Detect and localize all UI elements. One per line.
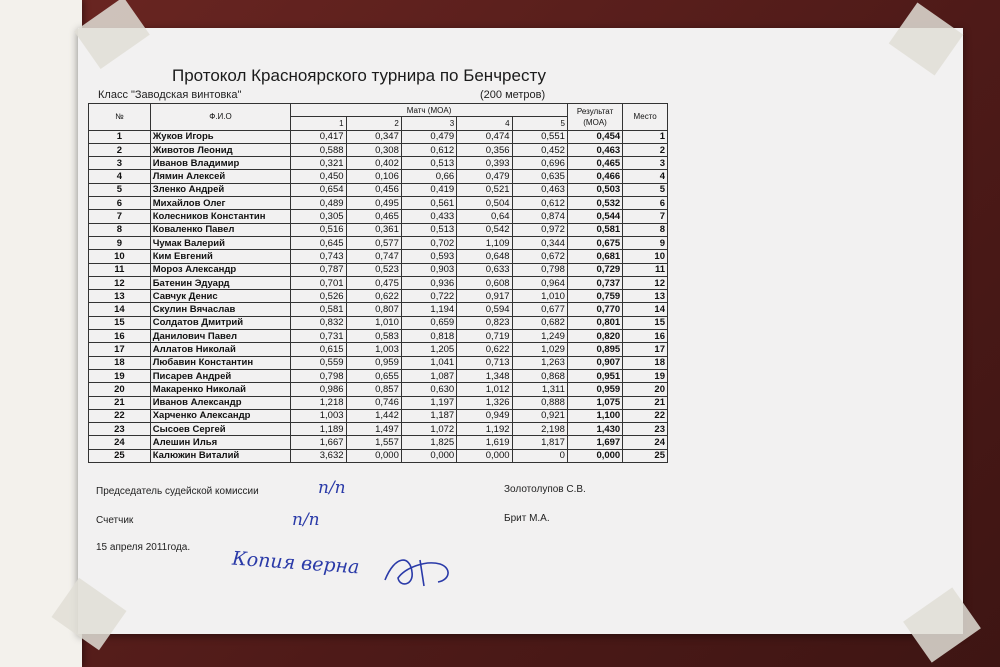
table-row	[89, 303, 668, 316]
match-1-value: 0,731	[291, 330, 346, 343]
shooter-name: Алешин Илья	[150, 436, 290, 449]
place-value: 20	[623, 383, 668, 396]
match-4-value: 0,949	[457, 409, 512, 422]
match-5-value: 0,964	[512, 276, 567, 289]
row-number: 12	[89, 276, 151, 289]
result-value: 0,951	[567, 369, 622, 382]
match-1-value: 0,588	[291, 143, 346, 156]
table-row	[89, 143, 668, 156]
row-number: 9	[89, 236, 151, 249]
match-1-value: 1,189	[291, 423, 346, 436]
match-2-value: 0,655	[346, 369, 401, 382]
match-2-value: 0,402	[346, 157, 401, 170]
table-row	[89, 423, 668, 436]
match-3-value: 1,825	[401, 436, 456, 449]
match-4-value: 0,917	[457, 290, 512, 303]
match-3-value: 1,041	[401, 356, 456, 369]
match-2-value: 0,959	[346, 356, 401, 369]
table-row	[89, 157, 668, 170]
match-3-value: 0,903	[401, 263, 456, 276]
shooter-name: Данилович Павел	[150, 330, 290, 343]
result-value: 0,801	[567, 316, 622, 329]
table-row	[89, 263, 668, 276]
match-1-value: 0,321	[291, 157, 346, 170]
counter-label: Счетчик	[96, 515, 134, 526]
chairman-label: Председатель судейской комиссии	[96, 486, 259, 497]
match-5-value: 0,868	[512, 369, 567, 382]
match-2-value: 1,497	[346, 423, 401, 436]
match-3-value: 1,072	[401, 423, 456, 436]
match-2-value: 0,746	[346, 396, 401, 409]
header-match: Матч (MOA)	[291, 104, 568, 117]
shooter-name: Скулин Вячаслав	[150, 303, 290, 316]
table-row	[89, 276, 668, 289]
match-4-value: 0,633	[457, 263, 512, 276]
table-row	[89, 170, 668, 183]
header-name: Ф.И.О	[150, 104, 290, 131]
match-3-value: 0,66	[401, 170, 456, 183]
match-5-value: 2,198	[512, 423, 567, 436]
place-value: 13	[623, 290, 668, 303]
match-4-value: 0,608	[457, 276, 512, 289]
class-label: Класс "Заводская винтовка"	[98, 89, 242, 101]
match-1-value: 0,559	[291, 356, 346, 369]
table-row	[89, 210, 668, 223]
table-row	[89, 356, 668, 369]
match-2-value: 0,347	[346, 130, 401, 143]
place-value: 8	[623, 223, 668, 236]
place-value: 10	[623, 250, 668, 263]
row-number: 7	[89, 210, 151, 223]
table-row	[89, 436, 668, 449]
match-2-value: 0,523	[346, 263, 401, 276]
shooter-name: Калюжин Виталий	[150, 449, 290, 462]
shooter-name: Чумак Валерий	[150, 236, 290, 249]
place-value: 19	[623, 369, 668, 382]
shooter-name: Писарев Андрей	[150, 369, 290, 382]
place-value: 7	[623, 210, 668, 223]
match-4-value: 1,012	[457, 383, 512, 396]
table-row	[89, 409, 668, 422]
match-2-value: 0,622	[346, 290, 401, 303]
row-number: 25	[89, 449, 151, 462]
match-1-value: 0,798	[291, 369, 346, 382]
table-row	[89, 396, 668, 409]
shooter-name: Любавин Константин	[150, 356, 290, 369]
header-match-2: 2	[346, 117, 401, 130]
match-3-value: 0,513	[401, 223, 456, 236]
match-3-value: 1,087	[401, 369, 456, 382]
place-value: 25	[623, 449, 668, 462]
match-2-value: 0,000	[346, 449, 401, 462]
table-row	[89, 343, 668, 356]
match-3-value: 0,419	[401, 183, 456, 196]
result-value: 0,675	[567, 236, 622, 249]
place-value: 16	[623, 330, 668, 343]
table-row	[89, 330, 668, 343]
match-5-value: 0	[512, 449, 567, 462]
header-match-1: 1	[291, 117, 346, 130]
document-date: 15 апреля 2011года.	[96, 542, 191, 553]
shooter-name: Зленко Андрей	[150, 183, 290, 196]
row-number: 13	[89, 290, 151, 303]
row-number: 10	[89, 250, 151, 263]
result-value: 0,000	[567, 449, 622, 462]
result-value: 0,737	[567, 276, 622, 289]
row-number: 1	[89, 130, 151, 143]
place-value: 11	[623, 263, 668, 276]
shooter-name: Иванов Александр	[150, 396, 290, 409]
counter-signature-mark: п/п	[292, 510, 320, 530]
row-number: 3	[89, 157, 151, 170]
match-3-value: 0,630	[401, 383, 456, 396]
match-2-value: 0,456	[346, 183, 401, 196]
match-3-value: 0,722	[401, 290, 456, 303]
match-5-value: 0,874	[512, 210, 567, 223]
match-4-value: 0,521	[457, 183, 512, 196]
match-1-value: 3,632	[291, 449, 346, 462]
place-value: 3	[623, 157, 668, 170]
result-value: 0,544	[567, 210, 622, 223]
match-4-value: 0,474	[457, 130, 512, 143]
match-1-value: 0,743	[291, 250, 346, 263]
row-number: 19	[89, 369, 151, 382]
match-2-value: 0,308	[346, 143, 401, 156]
shooter-name: Батенин Эдуард	[150, 276, 290, 289]
document-title: Протокол Красноярского турнира по Бенчресту	[172, 66, 546, 85]
match-1-value: 0,526	[291, 290, 346, 303]
match-1-value: 0,489	[291, 197, 346, 210]
match-2-value: 0,577	[346, 236, 401, 249]
match-1-value: 0,305	[291, 210, 346, 223]
result-value: 1,697	[567, 436, 622, 449]
result-value: 0,532	[567, 197, 622, 210]
table-row	[89, 183, 668, 196]
shooter-name: Иванов Владимир	[150, 157, 290, 170]
row-number: 5	[89, 183, 151, 196]
match-1-value: 1,218	[291, 396, 346, 409]
match-3-value: 0,702	[401, 236, 456, 249]
row-number: 20	[89, 383, 151, 396]
match-5-value: 1,263	[512, 356, 567, 369]
result-value: 0,759	[567, 290, 622, 303]
match-3-value: 0,000	[401, 449, 456, 462]
match-5-value: 0,696	[512, 157, 567, 170]
place-value: 2	[623, 143, 668, 156]
result-value: 0,770	[567, 303, 622, 316]
match-1-value: 1,003	[291, 409, 346, 422]
result-value: 0,895	[567, 343, 622, 356]
shooter-name: Коваленко Павел	[150, 223, 290, 236]
row-number: 16	[89, 330, 151, 343]
match-1-value: 0,450	[291, 170, 346, 183]
result-value: 0,959	[567, 383, 622, 396]
match-4-value: 0,504	[457, 197, 512, 210]
match-3-value: 0,818	[401, 330, 456, 343]
shooter-name: Сысоев Сергей	[150, 423, 290, 436]
row-number: 2	[89, 143, 151, 156]
header-match-5: 5	[512, 117, 567, 130]
match-3-value: 0,659	[401, 316, 456, 329]
table-row	[89, 130, 668, 143]
row-number: 11	[89, 263, 151, 276]
match-4-value: 0,393	[457, 157, 512, 170]
match-2-value: 1,442	[346, 409, 401, 422]
row-number: 24	[89, 436, 151, 449]
match-5-value: 1,817	[512, 436, 567, 449]
place-value: 4	[623, 170, 668, 183]
match-1-value: 0,615	[291, 343, 346, 356]
match-5-value: 1,010	[512, 290, 567, 303]
match-3-value: 0,561	[401, 197, 456, 210]
counter-name: Брит М.А.	[504, 513, 550, 524]
match-4-value: 0,622	[457, 343, 512, 356]
match-2-value: 0,106	[346, 170, 401, 183]
row-number: 14	[89, 303, 151, 316]
distance-label: (200 метров)	[480, 89, 546, 101]
match-2-value: 0,465	[346, 210, 401, 223]
match-3-value: 1,194	[401, 303, 456, 316]
shooter-name: Животов Леонид	[150, 143, 290, 156]
match-2-value: 1,003	[346, 343, 401, 356]
table-row	[89, 250, 668, 263]
result-value: 1,075	[567, 396, 622, 409]
match-5-value: 0,452	[512, 143, 567, 156]
row-number: 22	[89, 409, 151, 422]
match-4-value: 0,719	[457, 330, 512, 343]
match-1-value: 0,787	[291, 263, 346, 276]
chairman-name: Золотолупов С.В.	[504, 484, 586, 495]
match-4-value: 0,542	[457, 223, 512, 236]
place-value: 23	[623, 423, 668, 436]
shooter-name: Макаренко Николай	[150, 383, 290, 396]
shooter-name: Мороз Александр	[150, 263, 290, 276]
table-row	[89, 383, 668, 396]
adjacent-sheet	[0, 0, 82, 667]
result-value: 0,465	[567, 157, 622, 170]
shooter-name: Аллатов Николай	[150, 343, 290, 356]
match-4-value: 0,823	[457, 316, 512, 329]
match-1-value: 0,516	[291, 223, 346, 236]
result-value: 0,466	[567, 170, 622, 183]
match-5-value: 0,551	[512, 130, 567, 143]
match-5-value: 0,972	[512, 223, 567, 236]
match-4-value: 0,648	[457, 250, 512, 263]
match-4-value: 1,192	[457, 423, 512, 436]
result-value: 0,681	[567, 250, 622, 263]
match-1-value: 1,667	[291, 436, 346, 449]
match-5-value: 1,029	[512, 343, 567, 356]
place-value: 14	[623, 303, 668, 316]
place-value: 5	[623, 183, 668, 196]
match-5-value: 1,249	[512, 330, 567, 343]
match-2-value: 0,857	[346, 383, 401, 396]
row-number: 23	[89, 423, 151, 436]
header-num: №	[89, 104, 151, 131]
row-number: 18	[89, 356, 151, 369]
match-4-value: 1,619	[457, 436, 512, 449]
match-2-value: 0,747	[346, 250, 401, 263]
match-4-value: 0,000	[457, 449, 512, 462]
place-value: 22	[623, 409, 668, 422]
match-5-value: 0,677	[512, 303, 567, 316]
result-value: 0,820	[567, 330, 622, 343]
handwritten-signature	[380, 550, 460, 595]
match-4-value: 1,109	[457, 236, 512, 249]
row-number: 8	[89, 223, 151, 236]
place-value: 18	[623, 356, 668, 369]
match-4-value: 0,479	[457, 170, 512, 183]
result-value: 0,581	[567, 223, 622, 236]
place-value: 24	[623, 436, 668, 449]
match-3-value: 0,513	[401, 157, 456, 170]
match-2-value: 0,475	[346, 276, 401, 289]
place-value: 21	[623, 396, 668, 409]
match-3-value: 0,479	[401, 130, 456, 143]
row-number: 15	[89, 316, 151, 329]
match-2-value: 0,583	[346, 330, 401, 343]
header-place: Место	[623, 104, 668, 131]
result-value: 0,463	[567, 143, 622, 156]
match-5-value: 0,888	[512, 396, 567, 409]
table-row	[89, 316, 668, 329]
match-4-value: 1,326	[457, 396, 512, 409]
match-4-value: 1,348	[457, 369, 512, 382]
match-1-value: 0,645	[291, 236, 346, 249]
match-3-value: 1,197	[401, 396, 456, 409]
result-value: 1,430	[567, 423, 622, 436]
match-1-value: 0,581	[291, 303, 346, 316]
match-1-value: 0,986	[291, 383, 346, 396]
shooter-name: Колесников Константин	[150, 210, 290, 223]
certified-copy-note: Копия верна	[231, 547, 361, 579]
table-header-row	[89, 104, 668, 117]
match-3-value: 0,433	[401, 210, 456, 223]
shooter-name: Солдатов Дмитрий	[150, 316, 290, 329]
result-value: 0,907	[567, 356, 622, 369]
table-row	[89, 223, 668, 236]
match-2-value: 0,495	[346, 197, 401, 210]
header-result: Результат (MOA)	[567, 104, 622, 131]
match-4-value: 0,356	[457, 143, 512, 156]
match-3-value: 0,593	[401, 250, 456, 263]
table-row	[89, 197, 668, 210]
match-5-value: 0,921	[512, 409, 567, 422]
match-5-value: 0,612	[512, 197, 567, 210]
match-1-value: 0,417	[291, 130, 346, 143]
table-row	[89, 369, 668, 382]
place-value: 15	[623, 316, 668, 329]
match-5-value: 0,635	[512, 170, 567, 183]
result-value: 1,100	[567, 409, 622, 422]
result-value: 0,503	[567, 183, 622, 196]
match-1-value: 0,832	[291, 316, 346, 329]
match-5-value: 0,463	[512, 183, 567, 196]
table-row	[89, 449, 668, 462]
place-value: 12	[623, 276, 668, 289]
match-5-value: 0,344	[512, 236, 567, 249]
match-2-value: 0,361	[346, 223, 401, 236]
shooter-name: Савчук Денис	[150, 290, 290, 303]
match-4-value: 0,594	[457, 303, 512, 316]
table-row	[89, 236, 668, 249]
header-match-3: 3	[401, 117, 456, 130]
place-value: 1	[623, 130, 668, 143]
result-value: 0,729	[567, 263, 622, 276]
place-value: 17	[623, 343, 668, 356]
match-1-value: 0,654	[291, 183, 346, 196]
row-number: 4	[89, 170, 151, 183]
match-5-value: 0,682	[512, 316, 567, 329]
header-match-4: 4	[457, 117, 512, 130]
shooter-name: Харченко Александр	[150, 409, 290, 422]
match-3-value: 1,205	[401, 343, 456, 356]
match-2-value: 0,807	[346, 303, 401, 316]
match-1-value: 0,701	[291, 276, 346, 289]
row-number: 17	[89, 343, 151, 356]
match-2-value: 1,557	[346, 436, 401, 449]
match-5-value: 0,672	[512, 250, 567, 263]
match-4-value: 0,64	[457, 210, 512, 223]
row-number: 21	[89, 396, 151, 409]
shooter-name: Жуков Игорь	[150, 130, 290, 143]
result-value: 0,454	[567, 130, 622, 143]
shooter-name: Лямин Алексей	[150, 170, 290, 183]
match-5-value: 1,311	[512, 383, 567, 396]
match-3-value: 1,187	[401, 409, 456, 422]
results-table	[88, 103, 668, 463]
match-3-value: 0,612	[401, 143, 456, 156]
place-value: 9	[623, 236, 668, 249]
match-4-value: 0,713	[457, 356, 512, 369]
match-2-value: 1,010	[346, 316, 401, 329]
row-number: 6	[89, 197, 151, 210]
shooter-name: Михайлов Олег	[150, 197, 290, 210]
table-row	[89, 290, 668, 303]
shooter-name: Ким Евгений	[150, 250, 290, 263]
match-5-value: 0,798	[512, 263, 567, 276]
match-3-value: 0,936	[401, 276, 456, 289]
chairman-signature-mark: п/п	[318, 478, 346, 498]
place-value: 6	[623, 197, 668, 210]
